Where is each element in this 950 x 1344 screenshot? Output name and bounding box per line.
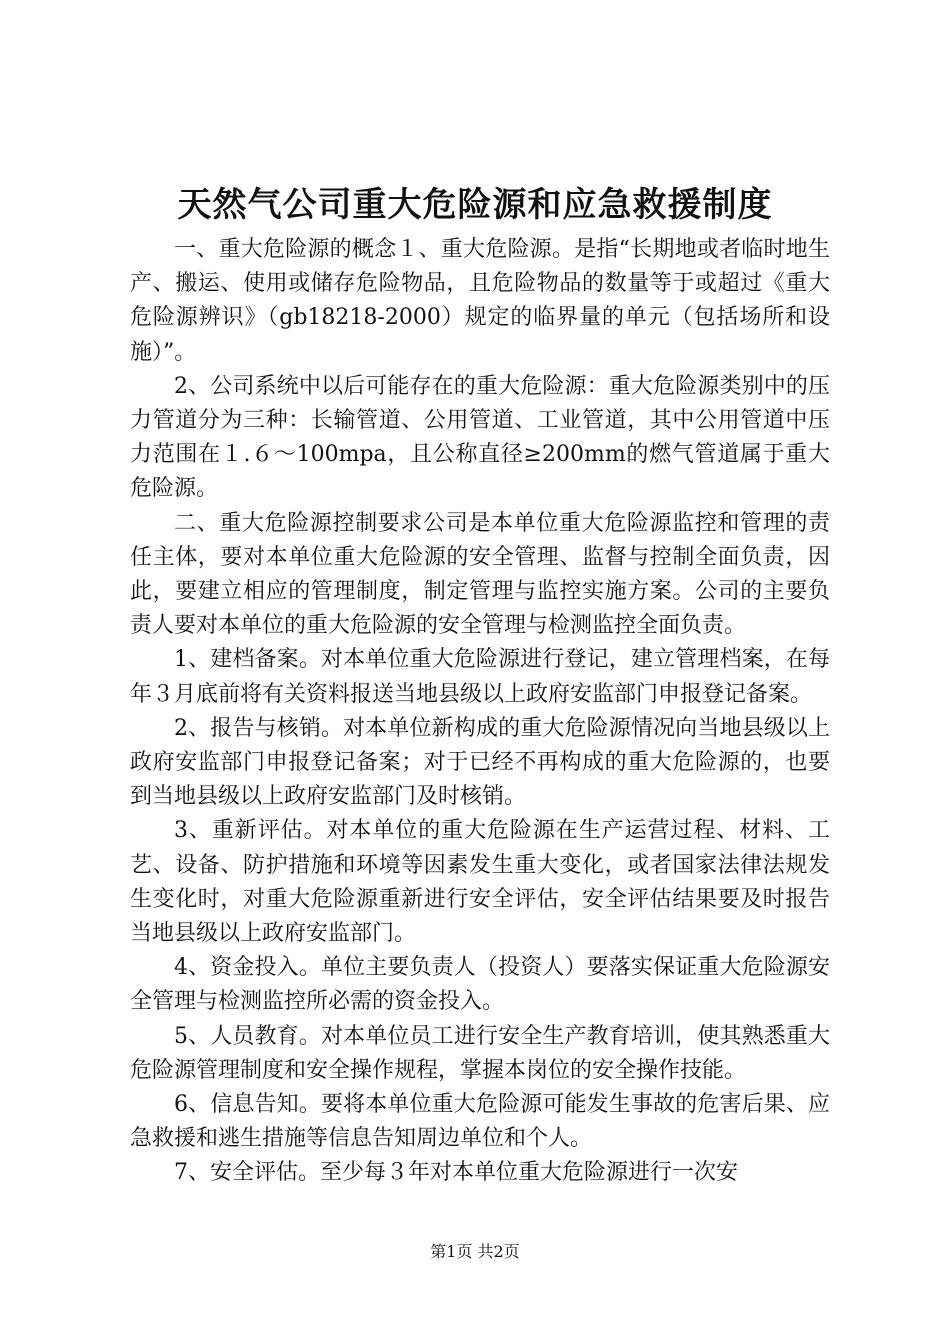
paragraph: 2、公司系统中以后可能存在的重大危险源：重大危险源类别中的压力管道分为三种：长输管道、公用管道、工业管道，其中公用管道中压力范围在１.６～100mpa，且公称直径≥200mm的燃气管道属于重大危险源。 bbox=[130, 373, 830, 502]
paragraph: 二、重大危险源控制要求公司是本单位重大危险源监控和管理的责任主体，要对本单位重大危险源的安全管理、监督与控制全面负责，因此，要建立相应的管理制度，制定管理与监控实施方案。公司的主要负责人要对本单位的重大危险源的安全管理与检测监控全面负责。 bbox=[130, 510, 830, 639]
paragraph: 一、重大危险源的概念１、重大危险源。是指“长期地或者临时地生产、搬运、使用或储存危险物品，且危险物品的数量等于或超过《重大危险源辨识》（gb18218-2000）规定的临界量的单元（包括场所和设施）”。 bbox=[130, 237, 830, 365]
page-footer: 第1页 共2页 bbox=[430, 1242, 520, 1261]
paragraph: 1、建档备案。对本单位重大危险源进行登记，建立管理档案，在每年３月底前将有关资料报送当地县级以上政府安监部门申报登记备案。 bbox=[130, 647, 830, 707]
paragraph: 3、重新评估。对本单位的重大危险源在生产运营过程、材料、工艺、设备、防护措施和环境等因素发生重大变化，或者国家法律法规发生变化时，对重大危险源重新进行安全评估，安全评估结果要及时报告当地县级以上政府安监部门。 bbox=[130, 818, 830, 947]
document-title: 天然气公司重大危险源和应急救援制度 bbox=[177, 185, 773, 225]
paragraph: 5、人员教育。对本单位员工进行安全生产教育培训，使其熟悉重大危险源管理制度和安全操作规程，掌握本岗位的安全操作技能。 bbox=[130, 1023, 830, 1083]
paragraph: 4、资金投入。单位主要负责人（投资人）要落实保证重大危险源安全管理与检测监控所必需的资金投入。 bbox=[130, 955, 830, 1015]
paragraph: 2、报告与核销。对本单位新构成的重大危险源情况向当地县级以上政府安监部门申报登记备案；对于已经不再构成的重大危险源的，也要到当地县级以上政府安监部门及时核销。 bbox=[130, 715, 830, 810]
paragraph: 6、信息告知。要将本单位重大危险源可能发生事故的危害后果、应急救援和逃生措施等信息告知周边单位和个人。 bbox=[130, 1092, 830, 1152]
paragraph: 7、安全评估。至少每３年对本单位重大危险源进行一次安 bbox=[174, 1160, 738, 1186]
document-body bbox=[130, 233, 830, 1191]
